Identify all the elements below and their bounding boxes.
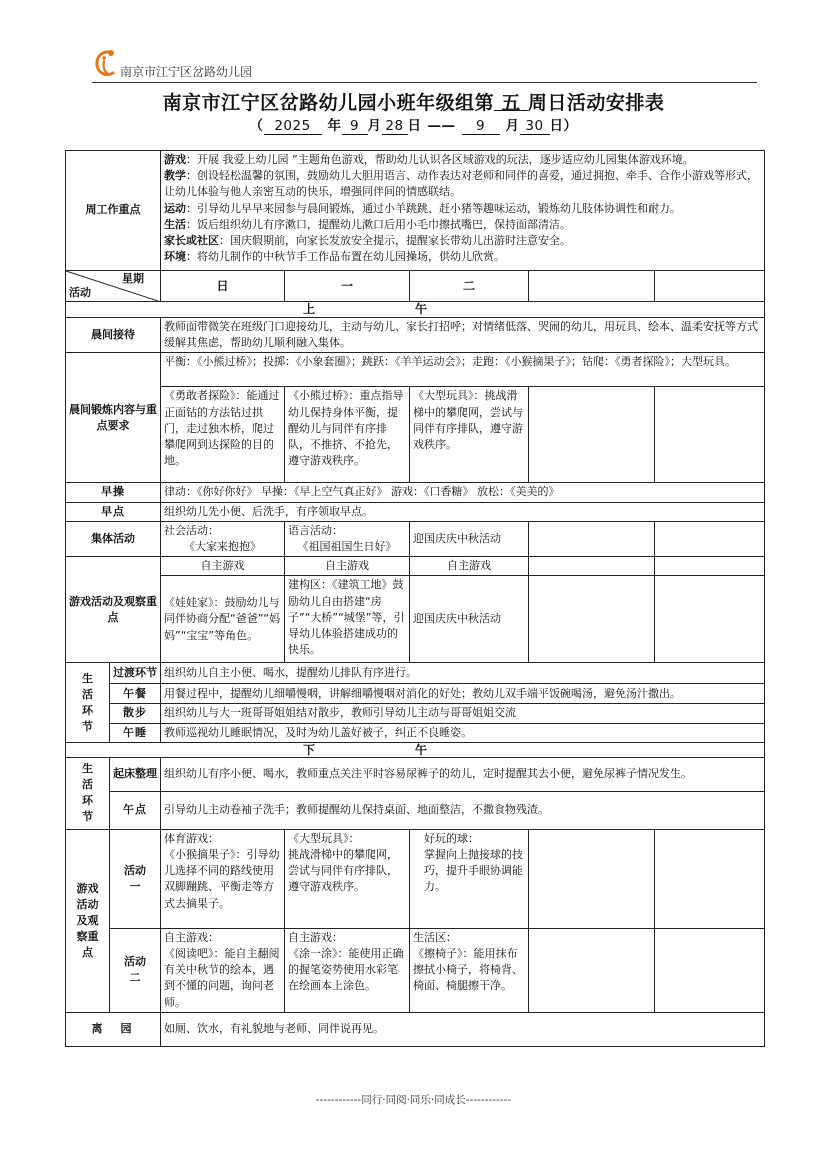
game-activity-head-monday: 自主游戏: [285, 557, 410, 576]
footer-slogan: ------------同行·同阅·同乐·同成长------------: [315, 1094, 512, 1106]
day-tuesday: 二: [410, 271, 529, 302]
pm-activity-2-monday: [285, 928, 410, 1012]
group-activity-label: 集体活动: [66, 521, 161, 556]
morning-exercise-sunday: 《勇敢者探险》：能通过正面钻的方法钻过拱门，走过独木桥，爬过攀爬网到达探险的目的地。: [161, 387, 285, 483]
day-sunday: 日: [161, 271, 285, 302]
game-activity-head-empty-2: [655, 557, 765, 576]
leave-label-text: 离园: [91, 1022, 150, 1036]
life-am-label: [66, 663, 110, 742]
group-activity-empty-2: [655, 521, 765, 556]
group-activity-monday: [285, 521, 410, 556]
pm-divider-row: [66, 742, 765, 757]
group-activity-sunday-type: 社会活动：: [164, 523, 219, 537]
group-activity-empty-1: [529, 521, 655, 556]
logo-text: 南京市江宁区岔路幼儿园: [120, 64, 253, 79]
life-pm-snack-label: 午点: [110, 791, 161, 829]
game-activity-days-row: [66, 576, 765, 663]
day-monday: 一: [285, 271, 410, 302]
weekly-item-sport: 运动：引导幼儿早早来园参与晨间锻炼，通过小羊跳跳、赶小猪等趣味运动，锻炼幼儿肢体协调性和耐力。: [164, 201, 681, 215]
life-pm-label-text: 生活环节: [82, 762, 93, 824]
date-month-unit: 月: [367, 118, 382, 134]
date-month-unit-2: 月: [505, 118, 520, 134]
date-start-day: 28: [382, 119, 408, 135]
life-pm-wakeup-text: 组织幼儿有序小便、喝水，教师重点关注平时容易尿裤子的幼儿，定时提醒其去小便，避免尿裤子情况发生。: [161, 757, 765, 791]
life-pm-row-2: [66, 791, 765, 829]
am-divider-row: [66, 302, 765, 318]
date-range: [0, 114, 827, 135]
corner-weekday-label: 星期: [122, 272, 144, 285]
pm-activity-2-tuesday-text: 《擦椅子》：能用抹布擦拭小椅子，将椅背、椅面、椅腿擦干净。: [413, 947, 523, 993]
game-activity-empty-1: [529, 576, 655, 663]
pm-activity-2-sunday-head: 自主游戏：: [164, 930, 219, 944]
group-activity-sunday: [161, 521, 285, 556]
life-pm-wakeup-label: 起床整理: [110, 757, 161, 791]
pm-activity-2-empty-2: [655, 928, 765, 1012]
life-am-transition-text: 组织幼儿自主小便、喝水，提醒幼儿排队有序进行。: [161, 663, 765, 684]
date-open: （: [249, 118, 264, 134]
pm-activity-2-row: [66, 928, 765, 1012]
game-activity-head-tuesday: 自主游戏: [410, 557, 529, 576]
game-activity-sunday: 《娃娃家》：鼓励幼儿与同伴协商分配“爸爸”“妈妈”“宝宝”等角色。: [161, 576, 285, 663]
pm-activity-1-tuesday-head: 好玩的球：: [424, 831, 479, 845]
weekly-focus-row: [66, 151, 765, 271]
date-day-unit: 日: [407, 118, 422, 134]
pm-activity-1-tuesday: [410, 829, 529, 928]
group-activity-monday-title: 《祖国祖国生日好》: [297, 540, 397, 554]
date-close: 日）: [549, 118, 578, 134]
morning-drill-row: [66, 483, 765, 502]
life-am-row-3: [66, 704, 765, 723]
weekly-focus-content: [161, 151, 765, 271]
date-year-unit: 年: [327, 118, 342, 134]
morning-reception-row: [66, 318, 765, 353]
group-activity-sunday-title: 《大家来抱抱》: [184, 540, 261, 554]
morning-exercise-monday: 《小熊过桥》：重点指导幼儿保持身体平衡，提醒幼儿与同伴有序排队，不推挤、不抢先，遵守游戏秩序。: [285, 387, 410, 483]
pm-game-label: [66, 829, 110, 1012]
weekly-focus-label: 周工作重点: [66, 151, 161, 271]
pm-activity-2-monday-text: 《涂一涂》：能使用正确的握笔姿势使用水彩笔在绘画本上涂色。: [288, 947, 404, 993]
morning-reception-label: 晨间接待: [66, 318, 161, 353]
pm-activity-2-monday-head: 自主游戏：: [288, 930, 343, 944]
header-divider: [92, 82, 757, 83]
morning-snack-text: 组织幼儿先小便、后洗手，有序领取早点。: [161, 502, 765, 521]
pm-activity-2-empty-1: [529, 928, 655, 1012]
pm-activity-1-empty-1: [529, 829, 655, 928]
game-activity-tuesday: 迎国庆庆中秋活动: [410, 576, 529, 663]
game-activity-empty-2: [655, 576, 765, 663]
life-pm-snack-text: 引导幼儿主动卷袖子洗手；教师提醒幼儿保持桌面、地面整洁，不撒食物残渣。: [161, 791, 765, 829]
pm-activity-1-label-text: 活动一: [124, 863, 146, 893]
morning-drill-label: 早操: [66, 483, 161, 502]
morning-reception-text: 教师面带微笑在班级门口迎接幼儿，主动与幼儿、家长打招呼；对情绪低落、哭闹的幼儿，用玩具、绘本、温柔安抚等方式缓解其焦虑，帮助幼儿顺利融入集体。: [161, 318, 765, 353]
life-am-walk-label: 散步: [110, 704, 161, 723]
life-am-lunch-label: 午餐: [110, 684, 161, 704]
pm-activity-2-sunday-text: 《阅读吧》：能自主翻阅有关中秋节的绘本，遇到不懂的问题，询问老师。: [164, 947, 280, 1009]
date-year: 2025: [264, 119, 322, 135]
day-header-row: [66, 271, 765, 302]
title-suffix: 周日活动安排表: [527, 92, 665, 114]
morning-snack-label: 早点: [66, 502, 161, 521]
title-prefix: 南京市江宁区岔路幼儿园小班年级组第: [162, 92, 495, 114]
morning-drill-text: 律动：《你好你好》 早操：《早上空气真正好》 游戏：《口香糖》 放松：《美美的》: [161, 483, 765, 502]
morning-exercise-label: 晨间锻炼内容与重点要求: [66, 353, 161, 483]
game-activity-monday: 建构区：《建筑工地》鼓励幼儿自由搭建“房子”“大桥”“城堡”等，引导幼儿体验搭建成功的快乐。: [285, 576, 410, 663]
kindergarten-logo-icon: [92, 49, 118, 79]
am-label: 上午: [66, 302, 765, 318]
day-header-corner: [66, 271, 161, 302]
date-dash: ——: [427, 118, 456, 134]
group-activity-monday-type: 语言活动：: [288, 523, 343, 537]
pm-activity-1-label: [110, 829, 161, 928]
game-activity-label: 游戏活动及观察重点: [66, 557, 161, 663]
morning-exercise-summary-row: [66, 353, 765, 387]
weekly-item-game: 游戏：开展 我爱上幼儿园 ”主题角色游戏，帮助幼儿认识各区域游戏的玩法，逐步适应幼儿园集体游戏环境。: [164, 153, 694, 166]
pm-activity-1-monday-text: 挑战滑梯中的攀爬网，尝试与同伴有序排队，遵守游戏秩序。: [288, 848, 398, 894]
group-activity-tuesday: 迎国庆庆中秋活动: [410, 521, 529, 556]
morning-snack-row: [66, 502, 765, 521]
pm-activity-1-row: [66, 829, 765, 928]
pm-label: 下午: [66, 742, 765, 757]
leave-text: 如厕、饮水，有礼貌地与老师、同伴说再见。: [161, 1012, 765, 1046]
pm-activity-1-tuesday-text: 掌握向上抛接球的技巧，提升手眼协调能力。: [424, 848, 523, 894]
life-am-nap-text: 教师巡视幼儿睡眠情况，及时为幼儿盖好被子，纠正不良睡姿。: [161, 723, 765, 742]
life-am-nap-label: 午睡: [110, 723, 161, 742]
pm-activity-1-sunday-text: 《小猴摘果子》：引导幼儿选择不同的路线使用双脚蹦跳、平衡走等方式去摘果子。: [164, 848, 280, 910]
pm-activity-2-sunday: [161, 928, 285, 1012]
game-activity-head-sunday: 自主游戏: [161, 557, 285, 576]
header-logo: [92, 48, 342, 80]
pm-activity-1-empty-2: [655, 829, 765, 928]
leave-label: [66, 1012, 161, 1046]
pm-activity-1-monday: [285, 829, 410, 928]
date-end-day: 30: [520, 119, 550, 135]
morning-exercise-tuesday: 《大型玩具》：挑战滑梯中的攀爬网，尝试与同伴有序排队，遵守游戏秩序。: [410, 387, 529, 483]
pm-activity-1-sunday-head: 体育游戏：: [164, 831, 219, 845]
schedule-table: [65, 150, 765, 1047]
game-activity-head-row: [66, 557, 765, 576]
life-am-row-2: [66, 684, 765, 704]
page-title: [0, 88, 827, 115]
morning-exercise-empty-2: [655, 387, 765, 483]
weekly-item-parents: 家长或社区：国庆假期前，向家长发放安全提示，提醒家长带幼儿出游时注意安全。: [164, 234, 571, 248]
pm-activity-2-label: [110, 928, 161, 1012]
life-pm-label: [66, 757, 110, 829]
life-am-label-text: 生活环节: [82, 671, 93, 733]
weekly-item-life: 生活：饭后组织幼儿有序漱口，提醒幼儿漱口后用小毛巾擦拭嘴巴，保持面部清洁。: [164, 217, 571, 231]
week-number: [494, 92, 528, 114]
game-activity-head-empty-1: [529, 557, 655, 576]
pm-activity-1-monday-head: 《大型玩具》：: [288, 831, 360, 845]
life-am-lunch-text: 用餐过程中，提醒幼儿细嚼慢咽，讲解细嚼慢咽对消化的好处；教幼儿双手端平饭碗喝汤，避免汤汁撒出。: [161, 684, 765, 704]
morning-exercise-summary: 平衡：《小熊过桥》；投掷：《小象套圈》；跳跃：《羊羊运动会》；走跑：《小猴摘果子》；钻爬：《勇者探险》；大型玩具。: [161, 353, 765, 387]
morning-exercise-days-row: [66, 387, 765, 483]
date-start-month: 9: [342, 119, 368, 135]
date-end-month: 9: [462, 119, 500, 135]
pm-activity-1-sunday: [161, 829, 285, 928]
weekly-item-teaching: 教学：创设轻松温馨的氛围，鼓励幼儿大胆用语言、动作表达对老师和同伴的喜爱，通过拥抱、牵手、合作小游戏等形式，让幼儿体验与他人亲密互动的快乐，增强同伴间的情感联结。: [164, 169, 758, 199]
week-number-value: 五: [501, 92, 521, 114]
life-am-row-1: [66, 663, 765, 684]
group-activity-row: [66, 521, 765, 556]
pm-game-label-text: 游戏活动及观察重点: [76, 881, 99, 959]
day-empty-1: [529, 271, 655, 302]
corner-activity-label: 活动: [69, 285, 91, 299]
morning-exercise-empty-1: [529, 387, 655, 483]
leave-row: [66, 1012, 765, 1046]
life-am-transition-label: 过渡环节: [110, 663, 161, 684]
life-pm-row-1: [66, 757, 765, 791]
life-am-row-4: [66, 723, 765, 742]
weekly-item-environment: 环境：将幼儿制作的中秋节手工作品布置在幼儿园操场，供幼儿欣赏。: [164, 250, 505, 264]
life-am-walk-text: 组织幼儿与大一班哥哥姐姐结对散步，教师引导幼儿主动与哥哥姐姐交流: [161, 704, 765, 723]
pm-activity-2-tuesday: [410, 928, 529, 1012]
day-empty-2: [655, 271, 765, 302]
pm-activity-2-label-text: 活动二: [124, 955, 146, 985]
pm-activity-2-tuesday-head: 生活区：: [413, 930, 457, 944]
